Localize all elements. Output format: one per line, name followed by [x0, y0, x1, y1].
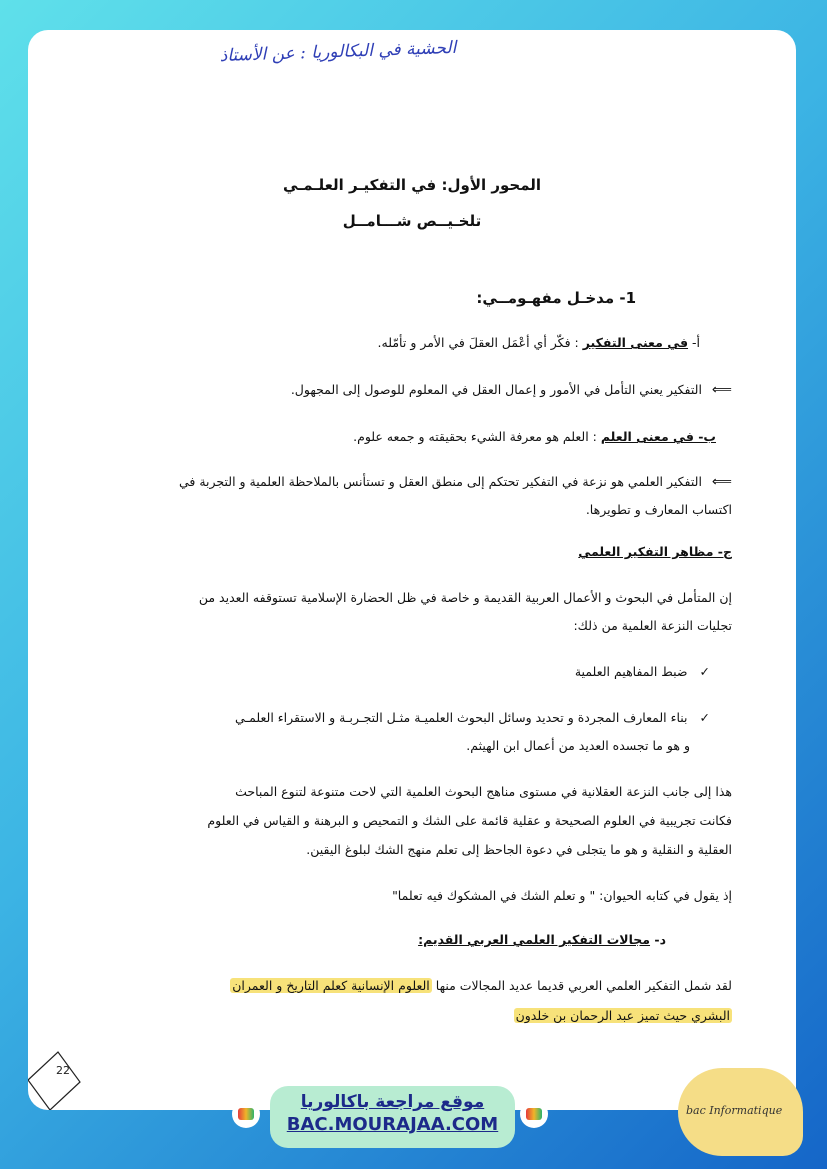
definition-thinking: [88, 333, 700, 353]
item-prefix-a: أ-: [692, 335, 700, 350]
book-logo-icon: [520, 1100, 548, 1128]
highlighted-text: البشري حيث تميز عبد الرحمان بن خلدون: [515, 1008, 730, 1023]
list-item: [88, 662, 710, 682]
term-science: ب- في معنى العلم: [600, 429, 716, 444]
term-thinking: في معنى التفكير: [582, 335, 689, 350]
paragraph-line: هذا إلى جانب النزعة العقلانية في مستوى مناهج البحوث العلمية التي لاحت متنوعة لتنوع المباحث: [235, 784, 732, 799]
highlighted-text: العلوم الإنسانية كعلم التاريخ و العمران: [232, 978, 430, 993]
handwritten-note: الحشية في البكالوريا : عن الأستاذ: [219, 37, 457, 67]
paragraph-line: العقلية و النقلية و هو ما يتجلى في دعوة الجاحظ إلى تعلم منهج الشك لبلوغ اليقين.: [306, 842, 732, 857]
check-icon: ✓: [699, 710, 710, 725]
note-thinking: [88, 380, 732, 400]
paragraph-intro-2: تجليات النزعة العلمية من ذلك:: [573, 618, 732, 633]
definition-science: [88, 427, 716, 447]
paragraph-fields-continued: [88, 1006, 732, 1026]
check-icon: ✓: [699, 664, 710, 679]
heading-fields: [88, 930, 666, 950]
arrow-icon: ⟸: [711, 382, 732, 398]
watermark-badge: [678, 1068, 803, 1156]
page-subtitle: تلخـيــص شـــامــل: [342, 212, 482, 230]
note-science: [88, 472, 732, 492]
book-logo-icon: [232, 1100, 260, 1128]
list-item-continued: و هو ما تجسده العديد من أعمال ابن الهيثم.: [466, 738, 690, 753]
page-title: المحور الأول: في التفكيـر العلـمـي: [282, 176, 542, 194]
site-badge[interactable]: [270, 1086, 515, 1148]
paragraph-fields: [88, 976, 732, 996]
document-page: [28, 30, 796, 1110]
paragraph-fields-text: لقد شمل التفكير العلمي العربي قديما عديد المجالات منها: [435, 978, 732, 993]
term-fields: مجالات التفكير العلمي العربي القديم:: [418, 932, 651, 947]
item-prefix-d: د-: [654, 932, 666, 947]
quote-line: إذ يقول في كتابه الحيوان: " و تعلم الشك في المشكوك فيه تعلما": [392, 888, 732, 903]
site-name[interactable]: موقع مراجعة باكالوريا: [300, 1092, 485, 1112]
page-number-badge: [28, 1030, 108, 1110]
term-manifestations: ج- مظاهر التفكير العلمي: [578, 544, 732, 559]
note-science-text: التفكير العلمي هو نزعة في التفكير تحتكم إلى منطق العقل و تستأنس بالملاحظة العلمية و التجربة في: [178, 474, 702, 489]
heading-manifestations: [88, 542, 732, 562]
watermark-text: bac Informatique: [686, 1104, 783, 1117]
paragraph-intro-1: إن المتأمل في البحوث و الأعمال العربية القديمة و خاصة في ظل الحضارة الإسلامية تستوقفه العديد من: [198, 590, 732, 605]
list-item: [88, 708, 710, 728]
note-thinking-text: التفكير يعني التأمل في الأمور و إعمال العقل في المعلوم للوصول إلى المجهول.: [290, 382, 702, 397]
site-url[interactable]: BAC.MOURAJAA.COM: [286, 1114, 499, 1135]
paragraph-line: فكانت تجريبية في العلوم الصحيحة و عقلية قائمة على الشك و التمحيص و البرهنة و القياس في العلوم: [207, 813, 732, 828]
list-item-text: ضبط المفاهيم العلمية: [574, 664, 688, 679]
list-item-text: بناء المعارف المجردة و تحديد وسائل البحوث العلميـة مثـل التجـربـة و الاستقراء العلمـي: [235, 710, 688, 725]
page-number: 22: [56, 1064, 70, 1077]
arrow-icon: ⟸: [711, 474, 732, 490]
section-heading: 1- مدخـل مفهـومــي:: [476, 289, 636, 307]
note-science-continued: اكتساب المعارف و تطويرها.: [585, 502, 732, 517]
definition-science-text: : العلم هو معرفة الشيء بحقيقته و جمعه علوم.: [353, 429, 597, 444]
definition-thinking-text: : فكّر أي أعْمَل العقلَ في الأمر و تأمّله.: [377, 335, 579, 350]
